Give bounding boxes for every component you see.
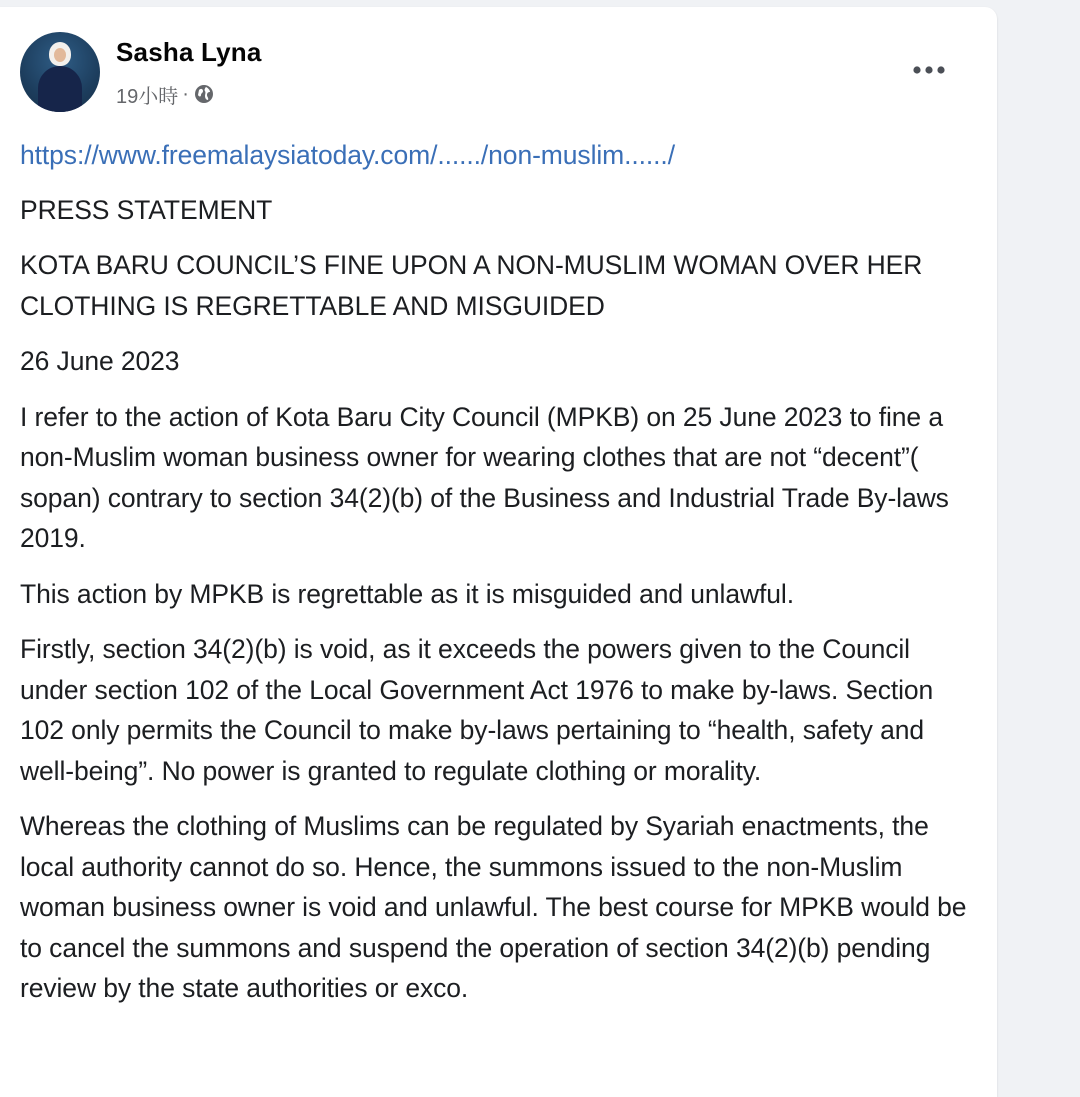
more-options-icon[interactable]	[906, 55, 952, 85]
post-time[interactable]: 19小時	[116, 85, 179, 108]
body-paragraph: This action by MPKB is regrettable as it is misguided and unlawful.	[20, 578, 794, 609]
article-link[interactable]: https://www.freemalaysiatoday.com/....../non-muslim....../	[20, 140, 675, 170]
avatar-face	[54, 48, 66, 62]
post-body	[20, 135, 975, 1024]
meta-separator: ·	[182, 82, 189, 105]
post-meta	[116, 82, 215, 106]
statement-headline: KOTA BARU COUNCIL’S FINE UPON A NON-MUSLIM WOMAN OVER HER CLOTHING IS REGRETTABLE AND MISGUIDED	[20, 250, 923, 321]
body-paragraph: Firstly, section 34(2)(b) is void, as it exceeds the powers given to the Council under section 102 of the Local Government Act 1976 to make by-laws. Section 102 only permits the Council to make by-laws pertaining to “health, safety and well-being”. No power is granted to regulate clothing or morality.	[20, 634, 934, 786]
post-card	[0, 7, 997, 1097]
statement-date: 26 June 2023	[20, 346, 180, 376]
link-paragraph	[20, 135, 975, 176]
body-paragraph: I refer to the action of Kota Baru City Council (MPKB) on 25 June 2023 to fine a non-Muslim woman business owner for wearing clothes that are not “decent”( sopan) contrary to section 34(2)(b) of the Business and Industrial Trade By-laws 2019.	[20, 401, 949, 553]
press-statement-label: PRESS STATEMENT	[20, 194, 273, 225]
author-avatar[interactable]	[20, 32, 100, 112]
author-name[interactable]: Sasha Lyna	[116, 37, 262, 67]
globe-icon[interactable]	[193, 83, 215, 105]
body-paragraph: Whereas the clothing of Muslims can be regulated by Syariah enactments, the local authority cannot do so. Hence, the summons issued to the non-Muslim woman business owner is void and unlawful. The best course for MPKB would be to cancel the summons and suspend the operation of section 34(2)(b) pending review by the state authorities or exco.	[20, 811, 967, 1003]
avatar-body	[38, 66, 82, 112]
